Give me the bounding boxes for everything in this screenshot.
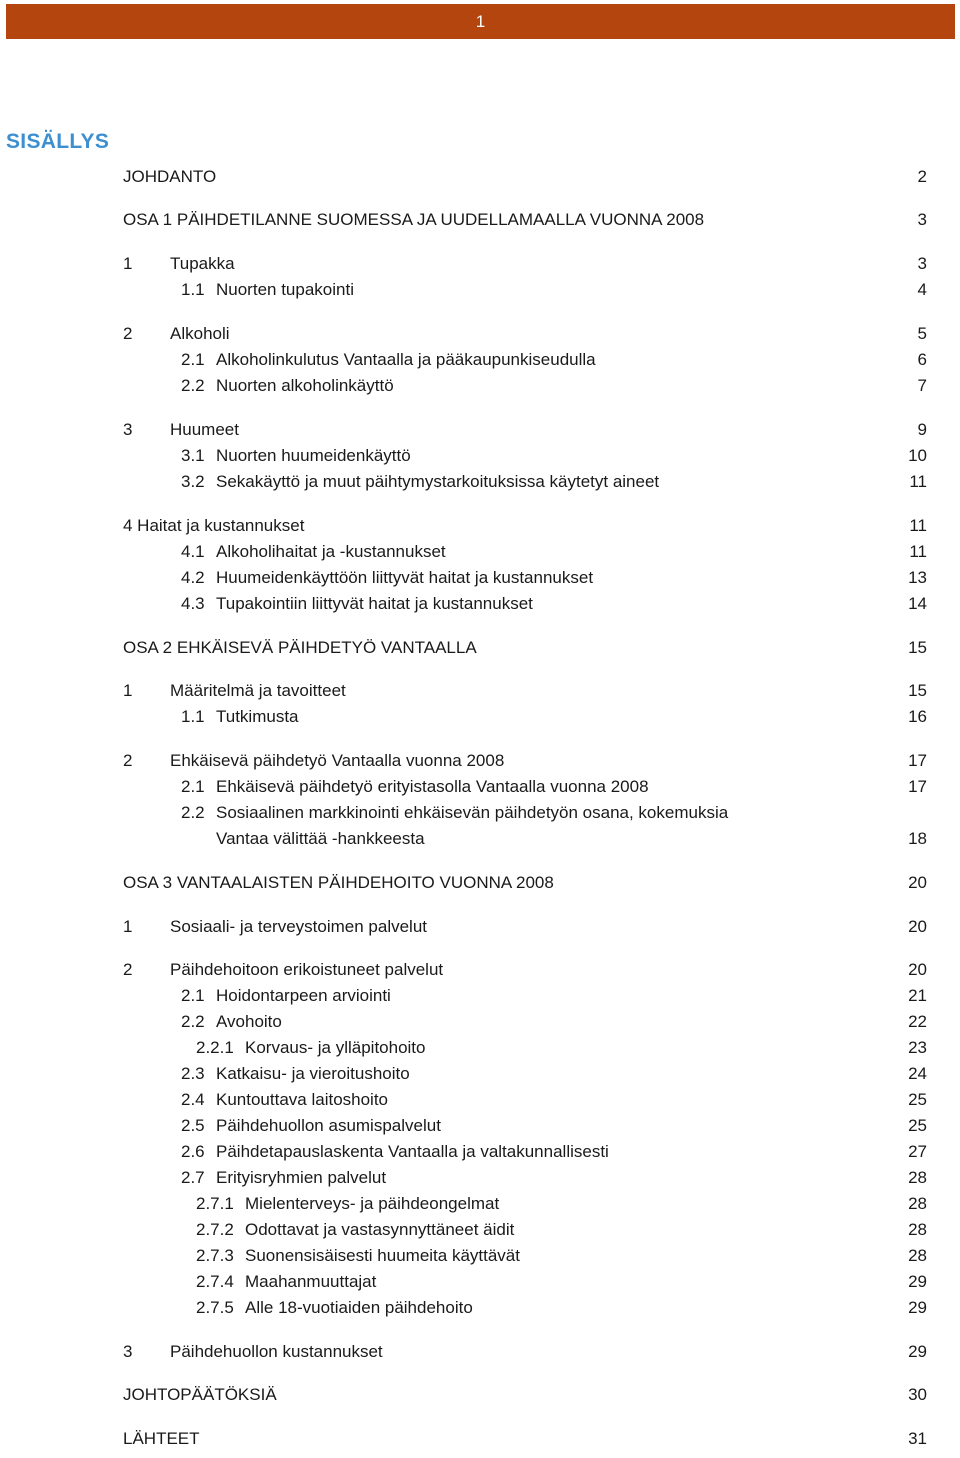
toc-entry — [0, 166, 960, 188]
toc-entry-number: 3 — [123, 1342, 133, 1361]
toc-entry-label: Vantaa välittää -hankkeesta — [216, 829, 425, 848]
toc-entry-label: Suonensisäisesti huumeita käyttävät — [245, 1246, 520, 1265]
toc-entry-page: 30 — [908, 1385, 927, 1404]
toc-entry-label: Huumeidenkäyttöön liittyvät haitat ja kustannukset — [216, 568, 594, 587]
toc-entry-number: 2.2 — [181, 376, 205, 395]
toc-entry — [0, 541, 960, 563]
toc-entry-label: 4 Haitat ja kustannukset — [123, 516, 305, 535]
toc-entry — [0, 1037, 960, 1059]
toc-entry-label: Ehkäisevä päihdetyö erityistasolla Vantaalla vuonna 2008 — [216, 777, 649, 796]
toc-entry-page: 11 — [909, 472, 927, 491]
toc-entry — [0, 828, 960, 850]
toc-entry — [0, 706, 960, 728]
toc-entry-label: Huumeet — [170, 420, 239, 439]
toc-entry-page: 28 — [908, 1194, 927, 1213]
toc-entry-number: 2.1 — [181, 350, 205, 369]
toc-entry-page: 24 — [908, 1064, 927, 1083]
toc-entry-number: 3.1 — [181, 446, 205, 465]
toc-entry-label: Kuntouttava laitoshoito — [216, 1090, 389, 1109]
toc-entry-page: 2 — [917, 167, 927, 186]
toc-entry — [0, 1219, 960, 1241]
toc-entry-page: 5 — [917, 324, 927, 343]
toc-entry-label: Katkaisu- ja vieroitushoito — [216, 1064, 410, 1083]
toc-entry-page: 3 — [917, 254, 927, 273]
toc-entry-page: 15 — [908, 638, 927, 657]
toc-entry — [0, 985, 960, 1007]
toc-entry-number: 2.6 — [181, 1142, 205, 1161]
toc-entry — [0, 1341, 960, 1363]
toc-entry-label: Maahanmuuttajat — [245, 1272, 377, 1291]
toc-entry — [0, 253, 960, 275]
toc-entry-page: 29 — [908, 1272, 927, 1291]
toc-entry-page: 15 — [908, 681, 927, 700]
toc-entry-page: 28 — [908, 1246, 927, 1265]
toc-entry — [0, 959, 960, 981]
toc-entry-page: 7 — [917, 376, 927, 395]
toc-entry-number: 2.3 — [181, 1064, 205, 1083]
toc-entry-page: 16 — [908, 707, 927, 726]
toc-entry-page: 4 — [917, 280, 927, 299]
toc-entry — [0, 776, 960, 798]
toc-entry-page: 23 — [908, 1038, 927, 1057]
toc-entry — [0, 872, 960, 894]
toc-entry-number: 2.5 — [181, 1116, 205, 1135]
toc-entry-page: 22 — [908, 1012, 927, 1031]
toc-entry-page: 28 — [908, 1220, 927, 1239]
toc-title: SISÄLLYS — [6, 130, 110, 153]
toc-entry — [0, 323, 960, 345]
toc-entry-label: Alkoholihaitat ja -kustannukset — [216, 542, 446, 561]
toc-entry-label: Nuorten alkoholinkäyttö — [216, 376, 394, 395]
toc-entry-page: 25 — [908, 1090, 927, 1109]
toc-entry-number: 1 — [123, 917, 133, 936]
toc-entry — [0, 637, 960, 659]
toc-entry — [0, 1089, 960, 1111]
toc-entry — [0, 680, 960, 702]
toc-entry-page: 28 — [908, 1168, 927, 1187]
toc-entry — [0, 1245, 960, 1267]
toc-entry-page: 17 — [908, 751, 927, 770]
toc-entry-number: 2 — [123, 324, 133, 343]
toc-entry-label: OSA 1 PÄIHDETILANNE SUOMESSA JA UUDELLAMAALLA VUONNA 2008 — [123, 210, 705, 229]
toc-entry-number: 4.1 — [181, 542, 205, 561]
toc-entry-label: Korvaus- ja ylläpitohoito — [245, 1038, 426, 1057]
toc-entry — [0, 802, 960, 824]
toc-entry-page: 29 — [908, 1298, 927, 1317]
toc-entry — [0, 209, 960, 231]
toc-entry-label: Nuorten huumeidenkäyttö — [216, 446, 411, 465]
toc-entry — [0, 445, 960, 467]
toc-entry-page: 11 — [909, 542, 927, 561]
toc-entry — [0, 1141, 960, 1163]
toc-entry-number: 3.2 — [181, 472, 205, 491]
toc-entry-label: Mielenterveys- ja päihdeongelmat — [245, 1194, 500, 1213]
toc-entry-label: Päihdehoitoon erikoistuneet palvelut — [170, 960, 444, 979]
toc-entry-page: 25 — [908, 1116, 927, 1135]
toc-entry-number: 1 — [123, 681, 133, 700]
toc-entry — [0, 279, 960, 301]
toc-entry-label: OSA 3 VANTAALAISTEN PÄIHDEHOITO VUONNA 2008 — [123, 873, 554, 892]
toc-entry — [0, 375, 960, 397]
toc-entry-page: 13 — [908, 568, 927, 587]
toc-entry — [0, 567, 960, 589]
toc-entry-number: 2.2 — [181, 1012, 205, 1031]
toc-entry-page: 20 — [908, 917, 927, 936]
toc-entry — [0, 1115, 960, 1137]
toc-entry — [0, 419, 960, 441]
toc-entry — [0, 1297, 960, 1319]
toc-entry-page: 11 — [909, 516, 927, 535]
toc-entry-label: Hoidontarpeen arviointi — [216, 986, 391, 1005]
toc-entry-label: OSA 2 EHKÄISEVÄ PÄIHDETYÖ VANTAALLA — [123, 638, 477, 657]
toc-entry-number: 1 — [123, 254, 133, 273]
toc-entry-number: 2.7.4 — [196, 1272, 234, 1291]
toc-entry — [0, 1193, 960, 1215]
toc-entry-page: 14 — [908, 594, 927, 613]
toc-entry-number: 4.2 — [181, 568, 205, 587]
toc-entry-number: 4.3 — [181, 594, 205, 613]
toc-entry-page: 29 — [908, 1342, 927, 1361]
toc-entry-number: 1.1 — [181, 707, 205, 726]
toc-entry — [0, 349, 960, 371]
toc-entry-label: Päihdehuollon kustannukset — [170, 1342, 383, 1361]
toc-entry-label: Alle 18-vuotiaiden päihdehoito — [245, 1298, 473, 1317]
toc-entry-label: Tupakka — [170, 254, 235, 273]
toc-entry-label: Sosiaalinen markkinointi ehkäisevän päihdetyön osana, kokemuksia — [216, 803, 729, 822]
toc-entry — [0, 515, 960, 537]
toc-entry-number: 2.7.5 — [196, 1298, 234, 1317]
toc-entry-number: 2 — [123, 751, 133, 770]
toc-entry-label: Tupakointiin liittyvät haitat ja kustannukset — [216, 594, 533, 613]
toc-entry-page: 9 — [917, 420, 927, 439]
toc-entry-label: Määritelmä ja tavoitteet — [170, 681, 346, 700]
toc-entry-label: Odottavat ja vastasynnyttäneet äidit — [245, 1220, 515, 1239]
toc-entry-label: Tutkimusta — [216, 707, 299, 726]
toc-entry-label: Sosiaali- ja terveystoimen palvelut — [170, 917, 428, 936]
toc-entry-page: 6 — [917, 350, 927, 369]
toc-entry-number: 2.7.1 — [196, 1194, 234, 1213]
toc-entry-label: Avohoito — [216, 1012, 282, 1031]
toc-entry-number: 2.2 — [181, 803, 205, 822]
toc-entry-page: 20 — [908, 960, 927, 979]
toc-entry — [0, 593, 960, 615]
toc-entry — [0, 750, 960, 772]
toc-entry-label: JOHDANTO — [123, 167, 217, 186]
toc-entry — [0, 471, 960, 493]
toc-entry-label: Alkoholi — [170, 324, 230, 343]
toc-entry-number: 1.1 — [181, 280, 205, 299]
toc-entry-page: 17 — [908, 777, 927, 796]
toc-entry-page: 21 — [908, 986, 927, 1005]
toc-entry-page: 20 — [908, 873, 927, 892]
toc-entry-label: Alkoholinkulutus Vantaalla ja pääkaupunkiseudulla — [216, 350, 596, 369]
page-header-bar — [6, 4, 955, 39]
toc-entry — [0, 1167, 960, 1189]
toc-entry — [0, 1271, 960, 1293]
toc-entry — [0, 916, 960, 938]
toc-entry-page: 18 — [908, 829, 927, 848]
toc-entry-label: Päihdetapauslaskenta Vantaalla ja valtakunnallisesti — [216, 1142, 609, 1161]
page-number: 1 — [475, 11, 486, 31]
toc-entry-label: LÄHTEET — [123, 1429, 200, 1448]
toc-entry-page: 10 — [908, 446, 927, 465]
toc-entry-number: 2.7.2 — [196, 1220, 234, 1239]
toc-entry-number: 2.2.1 — [196, 1038, 234, 1057]
toc-entry-label: Erityisryhmien palvelut — [216, 1168, 387, 1187]
toc-entry-page: 3 — [917, 210, 927, 229]
toc-entry — [0, 1011, 960, 1033]
toc-entry-number: 2.1 — [181, 986, 205, 1005]
toc-entry-label: Päihdehuollon asumispalvelut — [216, 1116, 441, 1135]
toc-entry-label: JOHTOPÄÄTÖKSIÄ — [123, 1385, 277, 1404]
toc-entry — [0, 1063, 960, 1085]
toc-entry-number: 2.1 — [181, 777, 205, 796]
toc-entry — [0, 1384, 960, 1406]
toc-entry-label: Sekakäyttö ja muut päihtymystarkoituksissa käytetyt aineet — [216, 472, 660, 491]
toc-entry-number: 2.7.3 — [196, 1246, 234, 1265]
toc-entry-number: 2.4 — [181, 1090, 205, 1109]
toc-entry-number: 2 — [123, 960, 133, 979]
toc-entry — [0, 1428, 960, 1450]
toc-entry-number: 3 — [123, 420, 133, 439]
toc-entry-label: Ehkäisevä päihdetyö Vantaalla vuonna 2008 — [170, 751, 505, 770]
toc-entry-number: 2.7 — [181, 1168, 205, 1187]
toc-entry-page: 31 — [908, 1429, 927, 1448]
toc-entry-label: Nuorten tupakointi — [216, 280, 354, 299]
toc-entry-page: 27 — [908, 1142, 927, 1161]
